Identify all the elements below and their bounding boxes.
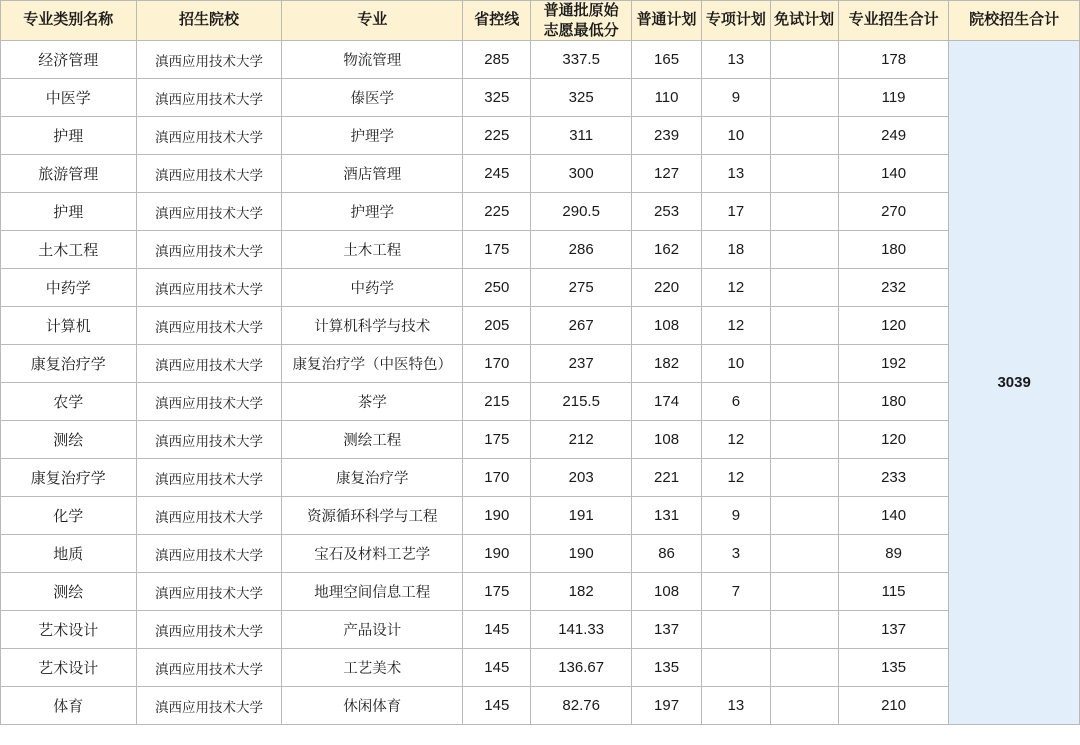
cell-category: 中医学: [1, 79, 137, 117]
cell-exempt-plan: [770, 307, 838, 345]
cell-category: 测绘: [1, 573, 137, 611]
cell-major: 产品设计: [282, 611, 463, 649]
cell-special-plan: 12: [702, 459, 770, 497]
cell-min-score: 215.5: [531, 383, 631, 421]
cell-normal-plan: 253: [631, 193, 701, 231]
cell-special-plan: 7: [702, 573, 770, 611]
header-min-score-line2: 志愿最低分: [543, 21, 619, 39]
cell-province-line: 245: [463, 155, 531, 193]
cell-major-total: 232: [838, 269, 949, 307]
cell-major: 物流管理: [282, 41, 463, 79]
cell-exempt-plan: [770, 687, 838, 725]
cell-category: 体育: [1, 687, 137, 725]
cell-major-total: 137: [838, 611, 949, 649]
cell-province-line: 145: [463, 611, 531, 649]
header-exempt-plan: 免试计划: [770, 1, 838, 41]
cell-normal-plan: 127: [631, 155, 701, 193]
cell-min-score: 337.5: [531, 41, 631, 79]
cell-special-plan: [702, 649, 770, 687]
cell-special-plan: 9: [702, 79, 770, 117]
cell-exempt-plan: [770, 117, 838, 155]
cell-major-total: 120: [838, 307, 949, 345]
cell-province-line: 205: [463, 307, 531, 345]
cell-school: 滇西应用技术大学: [136, 193, 282, 231]
cell-category: 艺术设计: [1, 611, 137, 649]
header-school: 招生院校: [136, 1, 282, 41]
header-min-score-line1: 普通批原始: [543, 2, 619, 19]
cell-category: 康复治疗学: [1, 459, 137, 497]
cell-normal-plan: 108: [631, 573, 701, 611]
cell-school: 滇西应用技术大学: [136, 307, 282, 345]
cell-exempt-plan: [770, 269, 838, 307]
cell-special-plan: 17: [702, 193, 770, 231]
table-row: [1, 459, 1080, 497]
table-row: [1, 383, 1080, 421]
header-special-plan: 专项计划: [702, 1, 770, 41]
cell-min-score: 190: [531, 535, 631, 573]
cell-normal-plan: 197: [631, 687, 701, 725]
cell-min-score: 275: [531, 269, 631, 307]
cell-major: 土木工程: [282, 231, 463, 269]
cell-min-score: 300: [531, 155, 631, 193]
cell-min-score: 237: [531, 345, 631, 383]
cell-province-line: 175: [463, 573, 531, 611]
cell-category: 旅游管理: [1, 155, 137, 193]
cell-major: 护理学: [282, 193, 463, 231]
cell-province-line: 285: [463, 41, 531, 79]
cell-major: 护理学: [282, 117, 463, 155]
cell-normal-plan: 162: [631, 231, 701, 269]
cell-category: 测绘: [1, 421, 137, 459]
cell-exempt-plan: [770, 155, 838, 193]
cell-major: 康复治疗学（中医特色）: [282, 345, 463, 383]
cell-special-plan: 10: [702, 117, 770, 155]
header-min-score: [531, 1, 631, 41]
table-row: [1, 193, 1080, 231]
cell-category: 化学: [1, 497, 137, 535]
cell-major-total: 89: [838, 535, 949, 573]
cell-normal-plan: 137: [631, 611, 701, 649]
cell-category: 中药学: [1, 269, 137, 307]
table-row: [1, 611, 1080, 649]
cell-min-score: 141.33: [531, 611, 631, 649]
cell-min-score: 290.5: [531, 193, 631, 231]
header-normal-plan: 普通计划: [631, 1, 701, 41]
table-row: [1, 421, 1080, 459]
table-row: [1, 269, 1080, 307]
cell-province-line: 190: [463, 535, 531, 573]
cell-special-plan: 3: [702, 535, 770, 573]
header-row: [1, 1, 1080, 41]
cell-school: 滇西应用技术大学: [136, 231, 282, 269]
cell-special-plan: 13: [702, 687, 770, 725]
cell-normal-plan: 135: [631, 649, 701, 687]
cell-category: 康复治疗学: [1, 345, 137, 383]
cell-category: 农学: [1, 383, 137, 421]
cell-exempt-plan: [770, 459, 838, 497]
cell-school: 滇西应用技术大学: [136, 649, 282, 687]
table-row: [1, 573, 1080, 611]
cell-special-plan: 13: [702, 155, 770, 193]
cell-min-score: 286: [531, 231, 631, 269]
cell-major: 资源循环科学与工程: [282, 497, 463, 535]
cell-min-score: 203: [531, 459, 631, 497]
cell-province-line: 225: [463, 193, 531, 231]
table-row: [1, 79, 1080, 117]
cell-major-total: 178: [838, 41, 949, 79]
cell-major-total: 210: [838, 687, 949, 725]
table-row: [1, 535, 1080, 573]
cell-major-total: 180: [838, 231, 949, 269]
cell-exempt-plan: [770, 573, 838, 611]
cell-category: 经济管理: [1, 41, 137, 79]
cell-province-line: 170: [463, 345, 531, 383]
cell-major: 康复治疗学: [282, 459, 463, 497]
cell-major: 测绘工程: [282, 421, 463, 459]
cell-major-total: 192: [838, 345, 949, 383]
cell-major: 傣医学: [282, 79, 463, 117]
cell-special-plan: [702, 611, 770, 649]
cell-exempt-plan: [770, 41, 838, 79]
cell-school: 滇西应用技术大学: [136, 687, 282, 725]
cell-normal-plan: 110: [631, 79, 701, 117]
cell-province-line: 225: [463, 117, 531, 155]
cell-min-score: 82.76: [531, 687, 631, 725]
cell-normal-plan: 165: [631, 41, 701, 79]
cell-school: 滇西应用技术大学: [136, 421, 282, 459]
cell-province-line: 175: [463, 231, 531, 269]
table-row: [1, 155, 1080, 193]
cell-exempt-plan: [770, 535, 838, 573]
header-category: 专业类别名称: [1, 1, 137, 41]
cell-special-plan: 12: [702, 307, 770, 345]
cell-major: 工艺美术: [282, 649, 463, 687]
table-row: [1, 687, 1080, 725]
cell-special-plan: 13: [702, 41, 770, 79]
cell-province-line: 250: [463, 269, 531, 307]
cell-school: 滇西应用技术大学: [136, 459, 282, 497]
cell-category: 护理: [1, 117, 137, 155]
table-row: [1, 117, 1080, 155]
cell-major: 休闲体育: [282, 687, 463, 725]
table-row: [1, 307, 1080, 345]
cell-normal-plan: 174: [631, 383, 701, 421]
cell-school: 滇西应用技术大学: [136, 345, 282, 383]
cell-school: 滇西应用技术大学: [136, 41, 282, 79]
cell-min-score: 311: [531, 117, 631, 155]
cell-normal-plan: 239: [631, 117, 701, 155]
cell-school: 滇西应用技术大学: [136, 497, 282, 535]
cell-province-line: 215: [463, 383, 531, 421]
table-row: [1, 649, 1080, 687]
cell-major: 茶学: [282, 383, 463, 421]
cell-exempt-plan: [770, 649, 838, 687]
cell-min-score: 182: [531, 573, 631, 611]
school-total-value: 3039: [949, 41, 1080, 725]
cell-province-line: 175: [463, 421, 531, 459]
header-major-total: 专业招生合计: [838, 1, 949, 41]
table-header: [1, 1, 1080, 41]
cell-exempt-plan: [770, 79, 838, 117]
cell-school: 滇西应用技术大学: [136, 79, 282, 117]
cell-major-total: 180: [838, 383, 949, 421]
cell-exempt-plan: [770, 231, 838, 269]
cell-min-score: 136.67: [531, 649, 631, 687]
cell-major-total: 233: [838, 459, 949, 497]
header-major: 专业: [282, 1, 463, 41]
cell-category: 计算机: [1, 307, 137, 345]
cell-province-line: 325: [463, 79, 531, 117]
cell-major: 地理空间信息工程: [282, 573, 463, 611]
cell-category: 护理: [1, 193, 137, 231]
cell-category: 艺术设计: [1, 649, 137, 687]
cell-exempt-plan: [770, 193, 838, 231]
cell-normal-plan: 108: [631, 421, 701, 459]
cell-major-total: 140: [838, 155, 949, 193]
cell-school: 滇西应用技术大学: [136, 155, 282, 193]
cell-special-plan: 10: [702, 345, 770, 383]
cell-exempt-plan: [770, 345, 838, 383]
cell-major-total: 270: [838, 193, 949, 231]
cell-category: 土木工程: [1, 231, 137, 269]
cell-major-total: 119: [838, 79, 949, 117]
table-row: [1, 345, 1080, 383]
cell-school: 滇西应用技术大学: [136, 611, 282, 649]
cell-major-total: 135: [838, 649, 949, 687]
cell-exempt-plan: [770, 497, 838, 535]
cell-special-plan: 12: [702, 269, 770, 307]
cell-special-plan: 6: [702, 383, 770, 421]
cell-major-total: 249: [838, 117, 949, 155]
cell-major-total: 140: [838, 497, 949, 535]
header-province-line: 省控线: [463, 1, 531, 41]
cell-min-score: 191: [531, 497, 631, 535]
cell-normal-plan: 108: [631, 307, 701, 345]
cell-major: 宝石及材料工艺学: [282, 535, 463, 573]
cell-school: 滇西应用技术大学: [136, 535, 282, 573]
cell-special-plan: 18: [702, 231, 770, 269]
cell-exempt-plan: [770, 421, 838, 459]
cell-special-plan: 12: [702, 421, 770, 459]
table-row: [1, 497, 1080, 535]
cell-school: 滇西应用技术大学: [136, 269, 282, 307]
cell-normal-plan: 221: [631, 459, 701, 497]
cell-normal-plan: 182: [631, 345, 701, 383]
cell-school: 滇西应用技术大学: [136, 117, 282, 155]
cell-major: 中药学: [282, 269, 463, 307]
cell-major-total: 115: [838, 573, 949, 611]
table-row: [1, 41, 1080, 79]
cell-school: 滇西应用技术大学: [136, 383, 282, 421]
table-body: [1, 41, 1080, 725]
cell-province-line: 145: [463, 687, 531, 725]
cell-province-line: 170: [463, 459, 531, 497]
cell-major: 计算机科学与技术: [282, 307, 463, 345]
header-school-total: 院校招生合计: [949, 1, 1080, 41]
cell-exempt-plan: [770, 383, 838, 421]
cell-exempt-plan: [770, 611, 838, 649]
cell-province-line: 145: [463, 649, 531, 687]
cell-school: 滇西应用技术大学: [136, 573, 282, 611]
cell-normal-plan: 131: [631, 497, 701, 535]
cell-special-plan: 9: [702, 497, 770, 535]
cell-normal-plan: 220: [631, 269, 701, 307]
table-row: [1, 231, 1080, 269]
cell-major-total: 120: [838, 421, 949, 459]
cell-min-score: 325: [531, 79, 631, 117]
cell-normal-plan: 86: [631, 535, 701, 573]
cell-category: 地质: [1, 535, 137, 573]
cell-major: 酒店管理: [282, 155, 463, 193]
cell-min-score: 267: [531, 307, 631, 345]
cell-province-line: 190: [463, 497, 531, 535]
cell-min-score: 212: [531, 421, 631, 459]
